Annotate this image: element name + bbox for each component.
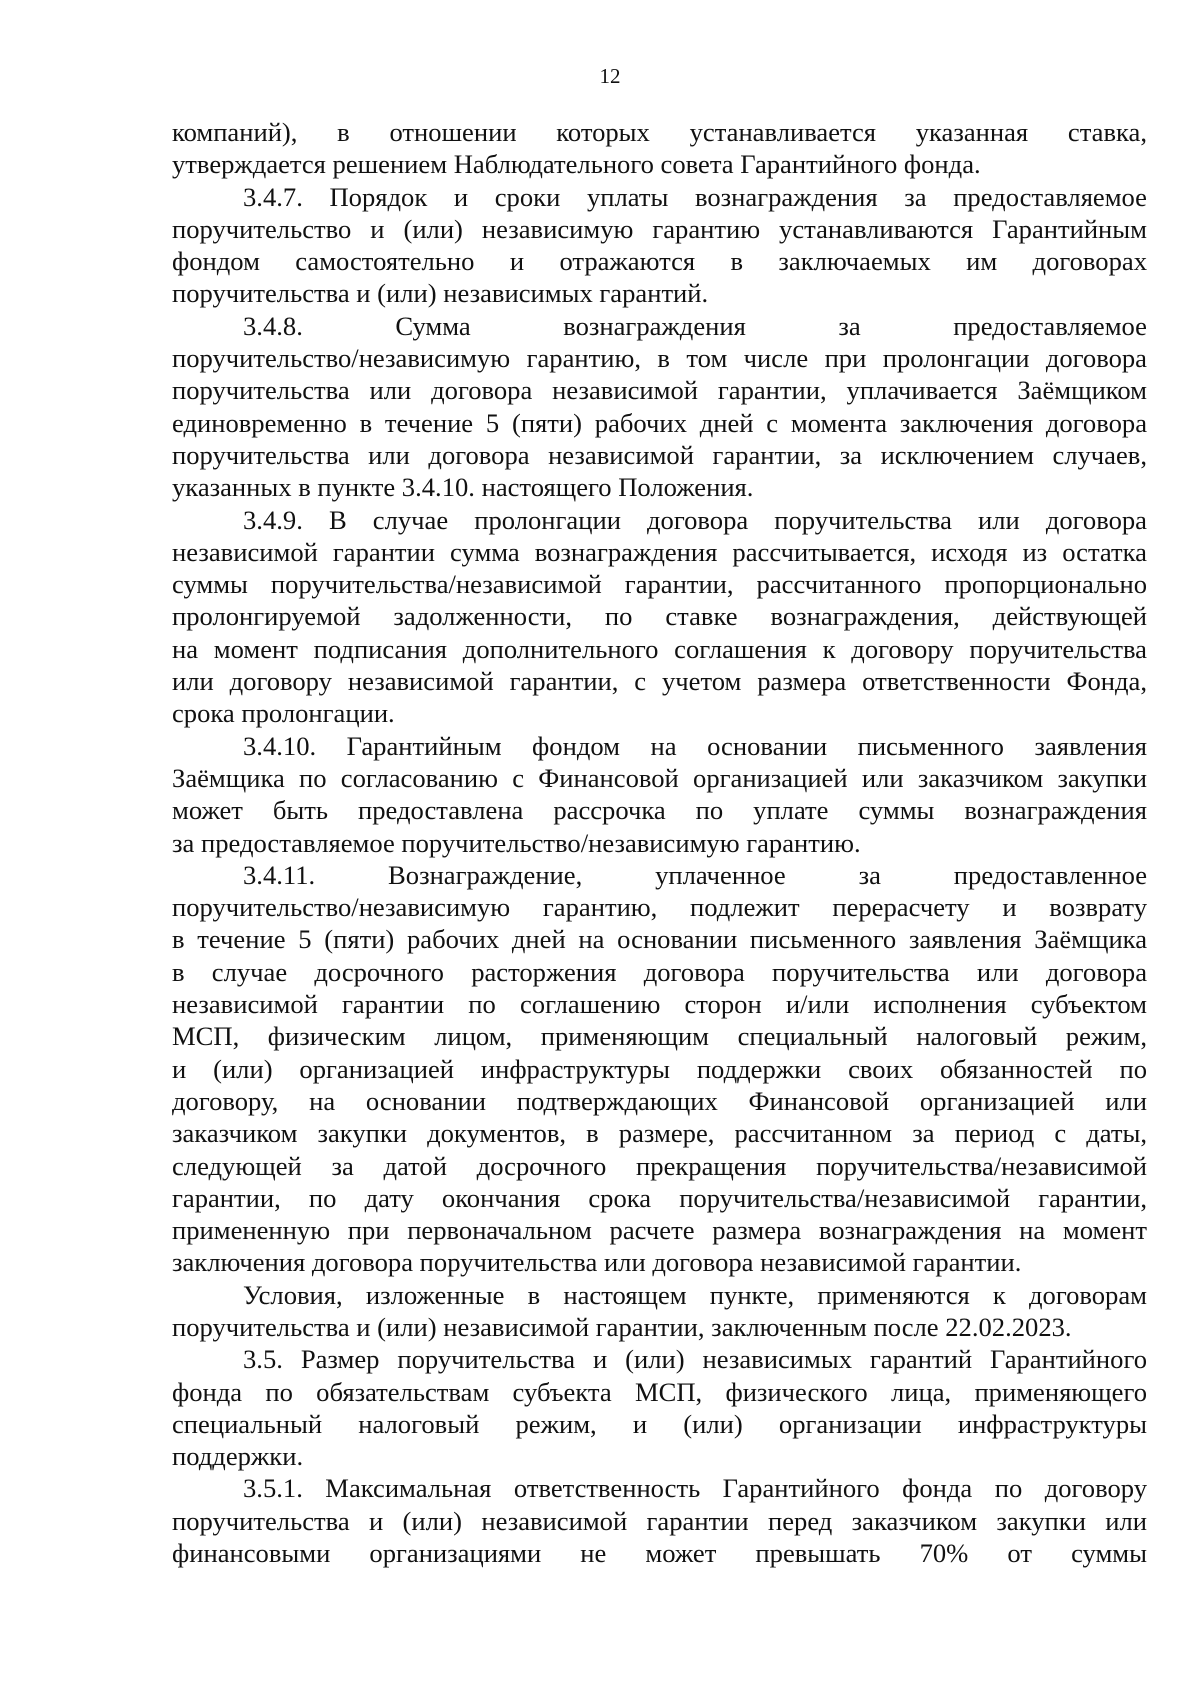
paragraph-4-line-5: на момент подписания дополнительного соглашения к договору поручительства [172,633,1147,664]
paragraph-6-line-11: гарантии, по дату окончания срока поручительства/независимой гарантии, [172,1182,1147,1213]
paragraph-5-line-2: Заёмщика по согласованию с Финансовой организацией или заказчиком закупки [172,762,1147,793]
paragraph-6-line-6: МСП, физическим лицом, применяющим специальный налоговый режим, [172,1021,1147,1052]
paragraph-2-line-1: 3.4.7. Порядок и сроки уплаты вознаграждения за предоставляемое [243,181,1147,212]
paragraph-9-line-2: поручительства и (или) независимой гарантии перед заказчиком закупки или [172,1505,1147,1536]
page-number: 12 [599,64,621,88]
paragraph-5-line-1: 3.4.10. Гарантийным фондом на основании письменного заявления [243,730,1147,761]
paragraph-6-line-2: поручительство/независимую гарантию, подлежит перерасчету и возврату [172,892,1147,923]
paragraph-7-line-2: поручительства и (или) независимой гарантии, заключенным после 22.02.2023. [172,1311,1072,1342]
paragraph-6-line-12: примененную при первоначальном расчете размера вознаграждения на момент [172,1215,1147,1246]
paragraph-3-line-3: поручительства или договора независимой гарантии, уплачивается Заёмщиком [172,375,1147,406]
paragraph-6-line-8: договору, на основании подтверждающих Финансовой организацией или [172,1085,1147,1116]
paragraph-6-line-13: заключения договора поручительства или договора независимой гарантии. [172,1247,1022,1278]
paragraph-2-line-2: поручительство и (или) независимую гарантию устанавливаются Гарантийным [172,213,1147,244]
paragraph-1-line-2: утверждается решением Наблюдательного совета Гарантийного фонда. [172,149,981,180]
paragraph-3-line-5: поручительства или договора независимой гарантии, за исключением случаев, [172,439,1147,470]
paragraph-4-line-7: срока пролонгации. [172,698,395,729]
paragraph-8-line-3: специальный налоговый режим, и (или) организации инфраструктуры [172,1408,1147,1439]
paragraph-2-line-4: поручительства и (или) независимых гарантий. [172,278,709,309]
paragraph-4-line-1: 3.4.9. В случае пролонгации договора поручительства или договора [243,504,1147,535]
paragraph-6-line-5: независимой гарантии по соглашению сторон и/или исполнения субъектом [172,989,1147,1020]
paragraph-1-line-1: компаний), в отношении которых устанавливается указанная ставка, [172,117,1147,147]
paragraph-3-line-2: поручительство/независимую гарантию, в том числе при пролонгации договора [172,343,1147,374]
paragraph-5-line-3: может быть предоставлена рассрочка по уплате суммы вознаграждения [172,795,1147,826]
paragraph-6-line-1: 3.4.11. Вознаграждение, уплаченное за предоставленное [243,859,1147,890]
paragraph-6-line-7: и (или) организацией инфраструктуры поддержки своих обязанностей по [172,1053,1147,1084]
paragraph-3-line-1: 3.4.8. Сумма вознаграждения за предоставляемое [243,310,1147,341]
paragraph-4-line-4: пролонгируемой задолженности, по ставке вознаграждения, действующей [172,601,1147,632]
paragraph-6-line-3: в течение 5 (пяти) рабочих дней на основании письменного заявления Заёмщика [172,924,1147,955]
paragraph-3-line-4: единовременно в течение 5 (пяти) рабочих дней с момента заключения договора [172,407,1147,438]
paragraph-7-line-1: Условия, изложенные в настоящем пункте, применяются к договорам [243,1279,1147,1310]
document-body [172,116,1147,1569]
paragraph-9-line-3: финансовыми организациями не может превышать 70% от суммы [172,1538,1147,1569]
paragraph-8-line-1: 3.5. Размер поручительства и (или) независимых гарантий Гарантийного [243,1344,1147,1375]
paragraph-2-line-3: фондом самостоятельно и отражаются в заключаемых им договорах [172,246,1147,277]
paragraph-4-line-3: суммы поручительства/независимой гарантии, рассчитанного пропорционально [172,569,1147,600]
paragraph-3-line-6: указанных в пункте 3.4.10. настоящего Положения. [172,472,754,503]
paragraph-6-line-10: следующей за датой досрочного прекращения поручительства/независимой [172,1150,1147,1181]
paragraph-4-line-2: независимой гарантии сумма вознаграждения рассчитывается, исходя из остатка [172,536,1147,567]
paragraph-9-line-1: 3.5.1. Максимальная ответственность Гарантийного фонда по договору [243,1473,1147,1504]
paragraph-6-line-4: в случае досрочного расторжения договора поручительства или договора [172,956,1147,987]
paragraph-4-line-6: или договору независимой гарантии, с учетом размера ответственности Фонда, [172,666,1147,697]
paragraph-8-line-2: фонда по обязательствам субъекта МСП, физического лица, применяющего [172,1376,1147,1407]
paragraph-5-line-4: за предоставляемое поручительство/независимую гарантию. [172,827,861,858]
paragraph-8-line-4: поддержки. [172,1441,304,1472]
paragraph-6-line-9: заказчиком закупки документов, в размере, рассчитанном за период с даты, [172,1118,1147,1149]
